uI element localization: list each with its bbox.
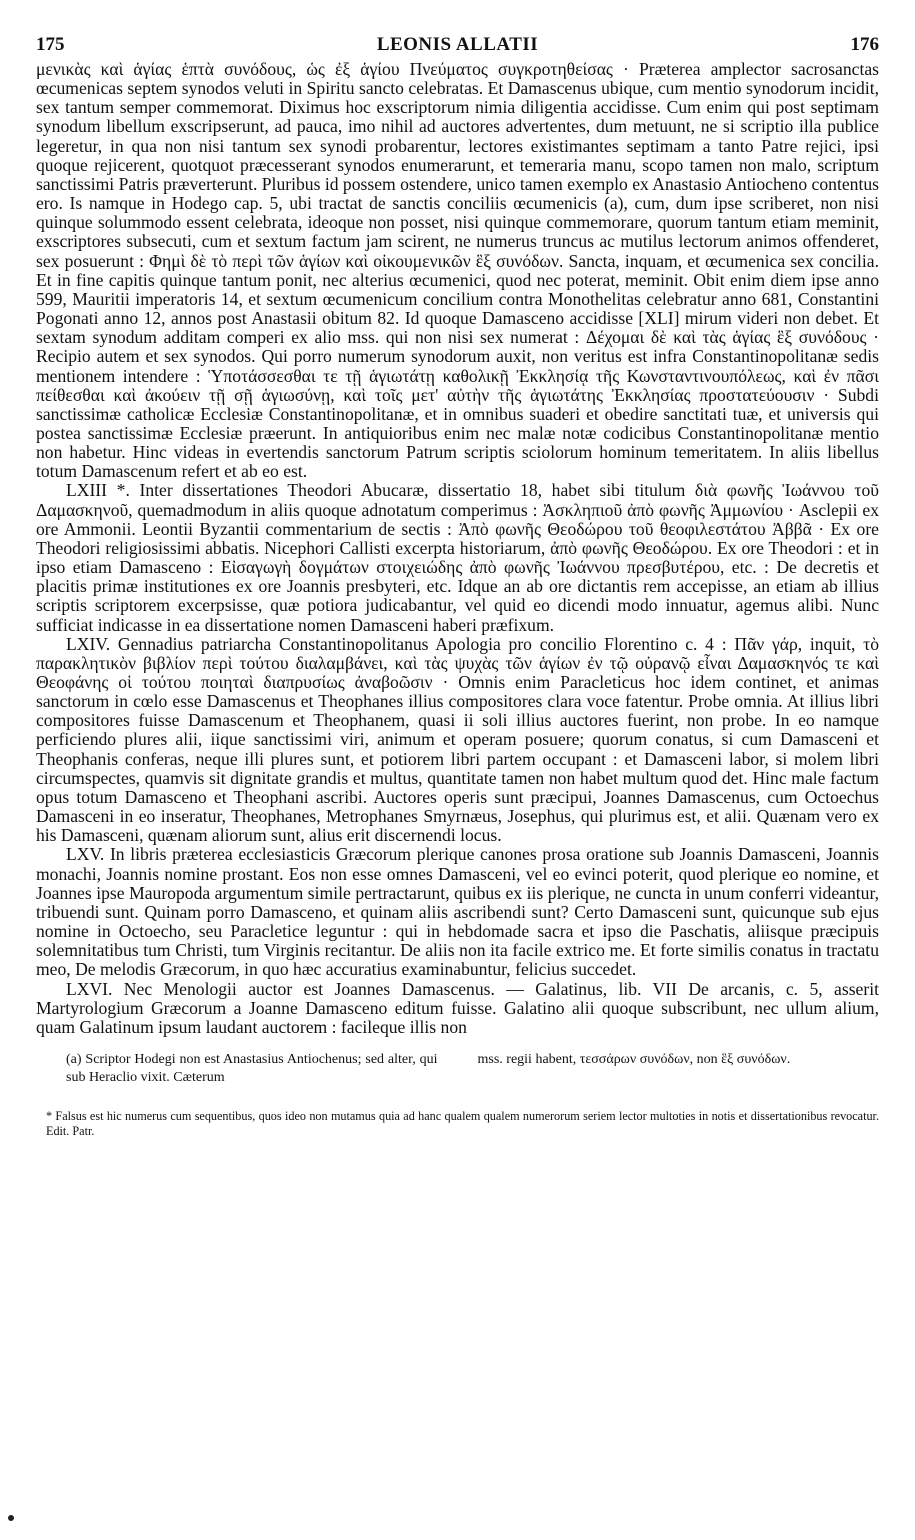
running-title: LEONIS ALLATII bbox=[376, 34, 539, 55]
paragraph-continuation: μενικὰς καὶ ἁγίας ἑπτὰ συνόδους, ὡς ἐξ ἁγίου Πνεύματος συγκροτηθείσας · Præterea amplector sacrosanctas œcumenicas septem synodos veluti in Spiritu sancto celebratas. Et Damascenus ubique, cum mentio synodorum incidit, sex tantum semper commemorat. Diximus hoc exscriptorum nimia diligentia accidisse. Cum enim qui post septimam synodum libellum exscripserunt, ad pauca, imo nihil ad auctores advertentes, dum metuunt, ne si scriptio illa publice legeretur, in qua non nisi tantum sex synodi probarentur, lectores existimantes septimam a tanto Patre rejici, ipsi quoque rejicerent, quotquot præcesserant synodos enumerarunt, et temeraria manu, scopo tamen non malo, scriptum sanctissimi Patris præverterunt. Pluribus id possem ostendere, unico tamen exemplo ex Anastasio Antiocheno contentus ero. Is namque in Hodego cap. 5, ubi tractat de sanctis conciliis œcumenicis (a), cum, dum ipse scriberet, non nisi quinque solummodo essent celebrata, ideoque non posset, nisi quinque commemorare, quorum tantum etiam meminit, exscriptores subsecuti, cum et sextum factum jam scirent, ne numerus truncus ac mutilus lectorum animos offenderet, sex posuerunt : Φημὶ δὲ τὸ περὶ τῶν ἁγίων καὶ οἰκουμενικῶν ἓξ συνόδων. Sancta, inquam, et œcumenica sex concilia. Et in fine capitis quinque tantum ponit, nec alterius œcumenici, quod nec poterat, meminit. Obit enim diem ipse anno 599, Mauritii imperatoris 14, et sextum œcumenicum concilium contra Monothelitas celebratur anno 681, Constantini Pogonati anno 12, annos post Anastasii obitum 82. Id quoque Damasceno accidisse [XLI] mirum videri non debet. Et sextam synodum additam comperi ex alio mss. qui non nisi sex numerat : Δέχομαι δὲ καὶ τὰς ἁγίας ἓξ συνόδους · Recipio autem et sex synodos. Qui porro numerum synodorum auxit, non veritus est infra Constantinopolitanæ sedis mentionem intendere : Ὑποτάσσεσθαι τε τῇ ἁγιωτάτῃ καθολικῇ Ἐκκλησίᾳ τῆς Κωνσταντινουπόλεως, καὶ ἐν πᾶσι πείθεσθαι καὶ ἀκούειν τῇ σῇ ἁγιωσύνῃ, καὶ τοῖς μετ' αὐτὴν τῆς ἁγιωτάτης Ἐκκλησίας προστατεύουσιν · Subdi sanctissimæ catholicæ Ecclesiæ Constantinopolitanæ, et in omnibus suaderi et obedire sanctitati tuæ, et universis qui postea sanctissimæ Ecclesiæ præerunt. In antiquioribus enim nec malæ notæ codicibus Constantinopolitanæ mentio non habetur. Hinc videas in evertendis sanctorum Patrum scriptis sciolorum hominum temeritatem. In aliis libellus totum Damascenum refert et ab eo est. bbox=[36, 59, 879, 482]
section-lxiii: LXIII *. Inter dissertationes Theodori Abucaræ, dissertatio 18, habet sibi titulum διὰ φωνῆς Ἰωάννου τοῦ Δαμασκηνοῦ, quemadmodum in aliis quoque adnotatum comperimus : Ἀσκληπιοῦ ἀπὸ φωνῆς Ἀμμωνίου · Asclepii ex ore Ammonii. Leontii Byzantii commentarium de sectis : Ἀπὸ φωνῆς Θεοδώρου τοῦ θεοφιλεστάτου Ἀββᾶ · Ex ore Theodori religiosissimi abbatis. Nicephori Callisti excerpta historiarum, ἀπὸ φωνῆς Θεοδώρου. Ex ore Theodori : et in ipso etiam Damasceno : Εἰσαγωγὴ δογμάτων στοιχειώδης ἀπὸ φωνῆς Ἰωάννου πρεσβυτέρου, etc. : De decretis et placitis primæ institutiones ex ore Joannis presbyteri, etc. Idque an ab ore dictantis rem accepisse, an etiam ab illius scriptis scriptorem excerpsisse, quæ potiora judicabantur, vel quid eo dicendi modo innuatur, agemus alibi. Nunc sufficiat indicasse in ea dissertatione nomen Damasceni haberi præfixum. bbox=[36, 480, 879, 635]
section-lxvi: LXVI. Nec Menologii auctor est Joannes Damascenus. — Galatinus, lib. VII De arcanis, c. 5, asserit Martyrologium Græcorum a Joanne Damasceno editum fuisse. Galatino alii quoque subscribunt, nec ullum alium, quam Galatinum ipsum laudant auctorem : facileque illis non bbox=[36, 978, 879, 1037]
section-lxiv: LXIV. Gennadius patriarcha Constantinopolitanus Apologia pro concilio Florentino c. 4 : Πᾶν γάρ, inquit, τὸ παρακλητικὸν βιβλίον περὶ τούτου διαλαμβάνει, καὶ τὰς ψυχὰς τῶν ἁγίων ἐν τῷ οὐρανῷ εἶναι Δαμασκηνός τε καὶ Θεοφάνης οἱ τούτου ποιηταὶ διαπρυσίως ἀναβοῶσιν · Omnis enim Paracleticus hoc idem continet, et animas sanctorum in cœlo esse Damascenus et Theophanes illius compositores clara voce fatentur. Probe omnia. At illius libri compositores fuisse Damascenum et Theophanem, quasi ii soli illius auctores fuerint, non probe. In eo namque perficiendo plures alii, iique sanctissimi viri, animum et operam posuere; quorum conatus, si cum Damasceni et Theophanis conferas, neque illi plures sunt, et potiorem libri partem occupant : et Damasceni labor, si molem libri circumspectes, quamvis sit dignitate grandis et multus, quantitate tamen non habet multum quod det. Hinc male factum opus totum Damasceno et Theophani ascribi. Auctores operis sunt præcipui, Joannes Damascenus, cum Octoechus Damasceni in eo inseratur, Theophanes, Metrophanes Smyrnæus, Josephus, qui plurimus est, et alii. Quænam vero ex his Damasceni, quænam aliorum sunt, alius erit discernendi locus. bbox=[36, 633, 879, 846]
ink-speck bbox=[8, 1515, 14, 1521]
page bbox=[36, 30, 879, 1139]
footnote-a-left: (a) Scriptor Hodegi non est Anastasius Antiochenus; sed alter, qui sub Heraclio vixit. Cæterum bbox=[66, 1051, 438, 1085]
footnote-a bbox=[36, 1051, 879, 1087]
main-text bbox=[36, 60, 879, 1037]
section-lxv: LXV. In libris præterea ecclesiasticis Græcorum plerique canones prosa oratione sub Joannis Damasceni, Joannis monachi, Joannis nomine prostant. Eos non esse omnes Damasceni, vel eo evinci poterit, quod plerique eo nomine, et Joannes ipse Mauropoda argumentum simile pertractarunt, quibus ex iis plerique, ne cuncta in unum conferri videantur, tribuendi sunt. Quinam porro Damasceno, et quinam aliis ascribendi sunt? Certo Damasceni sunt, quicunque sub ejus nomine in Octoecho, seu Paracletice leguntur : qui in hebdomade sacra et ipso die Paschatis, aliisque præcipuis solemnitatibus tum Christi, tum Virginis recitantur. De aliis non ita facile extrico me. Et forte similis conatus in tractatu meo, De melodis Græcorum, in quo hæc accuratius examinabuntur, felicius succedet. bbox=[36, 844, 879, 980]
page-number-right: 176 bbox=[850, 34, 879, 55]
page-number-left: 175 bbox=[36, 34, 65, 55]
footnote-a-right: mss. regii habent, τεσσάρων συνόδων, non ἓξ συνόδων. bbox=[477, 1051, 791, 1067]
editor-note: * Falsus est hic numerus cum sequentibus, quos ideo non mutamus quia ad hanc qualem qualem numerorum seriem lector multoties in notis et dissertationibus revocatur. Edit. Patr. bbox=[46, 1108, 879, 1138]
running-header bbox=[36, 30, 879, 60]
